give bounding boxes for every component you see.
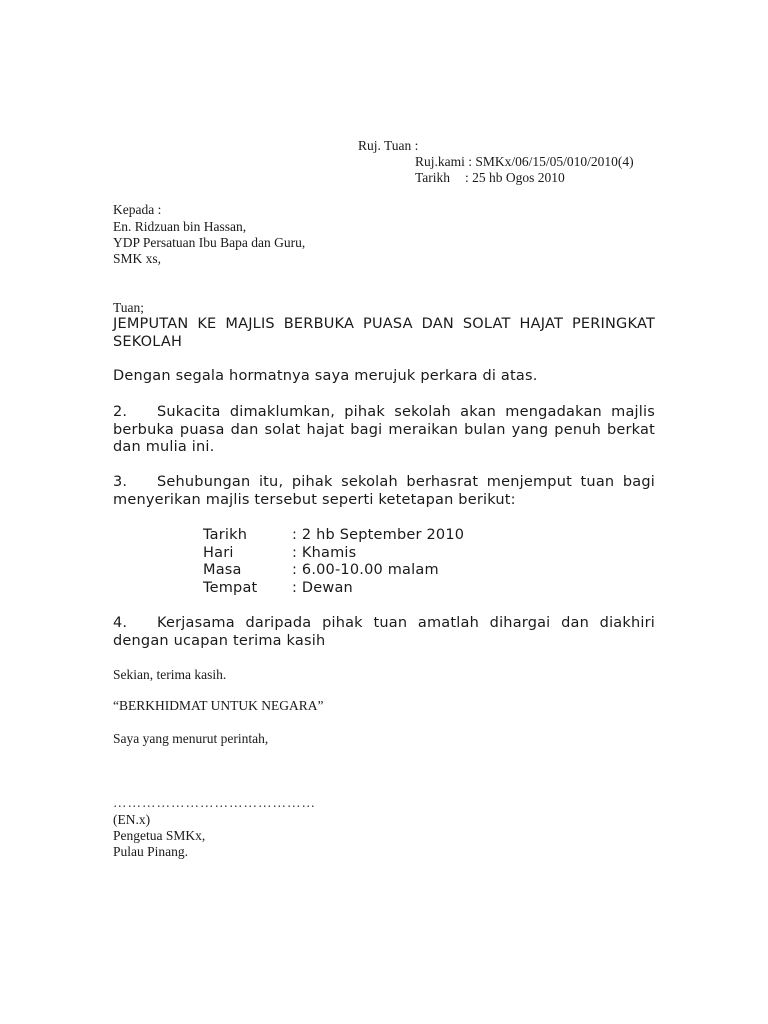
detail-value: : Dewan (292, 579, 353, 596)
detail-row-day (203, 545, 464, 563)
ruj-tuan: Ruj. Tuan : (358, 138, 419, 153)
event-details (203, 527, 464, 597)
recipient-position: YDP Persatuan Ibu Bapa dan Guru, (113, 235, 306, 250)
paragraph-4-text: Kerjasama daripada pihak tuan amatlah dihargai dan diakhiri dengan ucapan terima kasih (113, 615, 655, 649)
paragraph-4 (113, 615, 655, 650)
detail-row-date (203, 527, 464, 545)
detail-row-venue (203, 580, 464, 598)
paragraph-3-number: 3. (113, 474, 128, 490)
salutation: Tuan; (113, 300, 145, 315)
detail-value: : 2 hb September 2010 (292, 527, 465, 543)
closing-thanks: Sekian, terima kasih. (113, 667, 227, 682)
detail-label: Masa (203, 562, 242, 578)
detail-value: : 6.00-10.00 malam (292, 562, 439, 578)
kepada-label: Kepada : (113, 202, 162, 217)
letter-subject: JEMPUTAN KE MAJLIS BERBUKA PUASA DAN SOLAT HAJAT PERINGKAT SEKOLAH (113, 316, 655, 350)
paragraph-2 (113, 404, 655, 457)
signature-line: …………………………………… (113, 795, 316, 810)
letter-date-value: : 25 hb Ogos 2010 (465, 170, 565, 185)
paragraph-4-number: 4. (113, 615, 128, 631)
detail-value: : Khamis (292, 544, 357, 561)
intro-paragraph: Dengan segala hormatnya saya merujuk perkara di atas. (113, 368, 538, 384)
closing-motto: “BERKHIDMAT UNTUK NEGARA” (113, 698, 324, 713)
paragraph-3-text: Sehubungan itu, pihak sekolah berhasrat menjemput tuan bagi menyerikan majlis tersebut seperti ketetapan berikut: (113, 474, 655, 508)
detail-row-time (203, 562, 464, 580)
signer-title: Pengetua SMKx, (113, 828, 206, 843)
signer-place: Pulau Pinang. (113, 844, 189, 859)
detail-label: Tarikh (203, 527, 248, 543)
detail-label: Tempat (203, 579, 258, 596)
letter-date-row (415, 170, 565, 186)
detail-label: Hari (203, 544, 234, 561)
letter-date-label: Tarikh (415, 170, 451, 185)
paragraph-2-text: Sukacita dimaklumkan, pihak sekolah akan mengadakan majlis berbuka puasa dan solat hajat bagi meraikan bulan yang penuh berkat dan mulia ini. (113, 404, 655, 455)
recipient-name: En. Ridzuan bin Hassan, (113, 219, 247, 234)
paragraph-2-number: 2. (113, 404, 128, 420)
recipient-school: SMK xs, (113, 251, 162, 266)
ruj-kami: Ruj.kami : SMKx/06/15/05/010/2010(4) (415, 154, 634, 169)
closing-order: Saya yang menurut perintah, (113, 731, 269, 746)
paragraph-3 (113, 474, 655, 509)
signer-name: (EN.x) (113, 812, 151, 827)
